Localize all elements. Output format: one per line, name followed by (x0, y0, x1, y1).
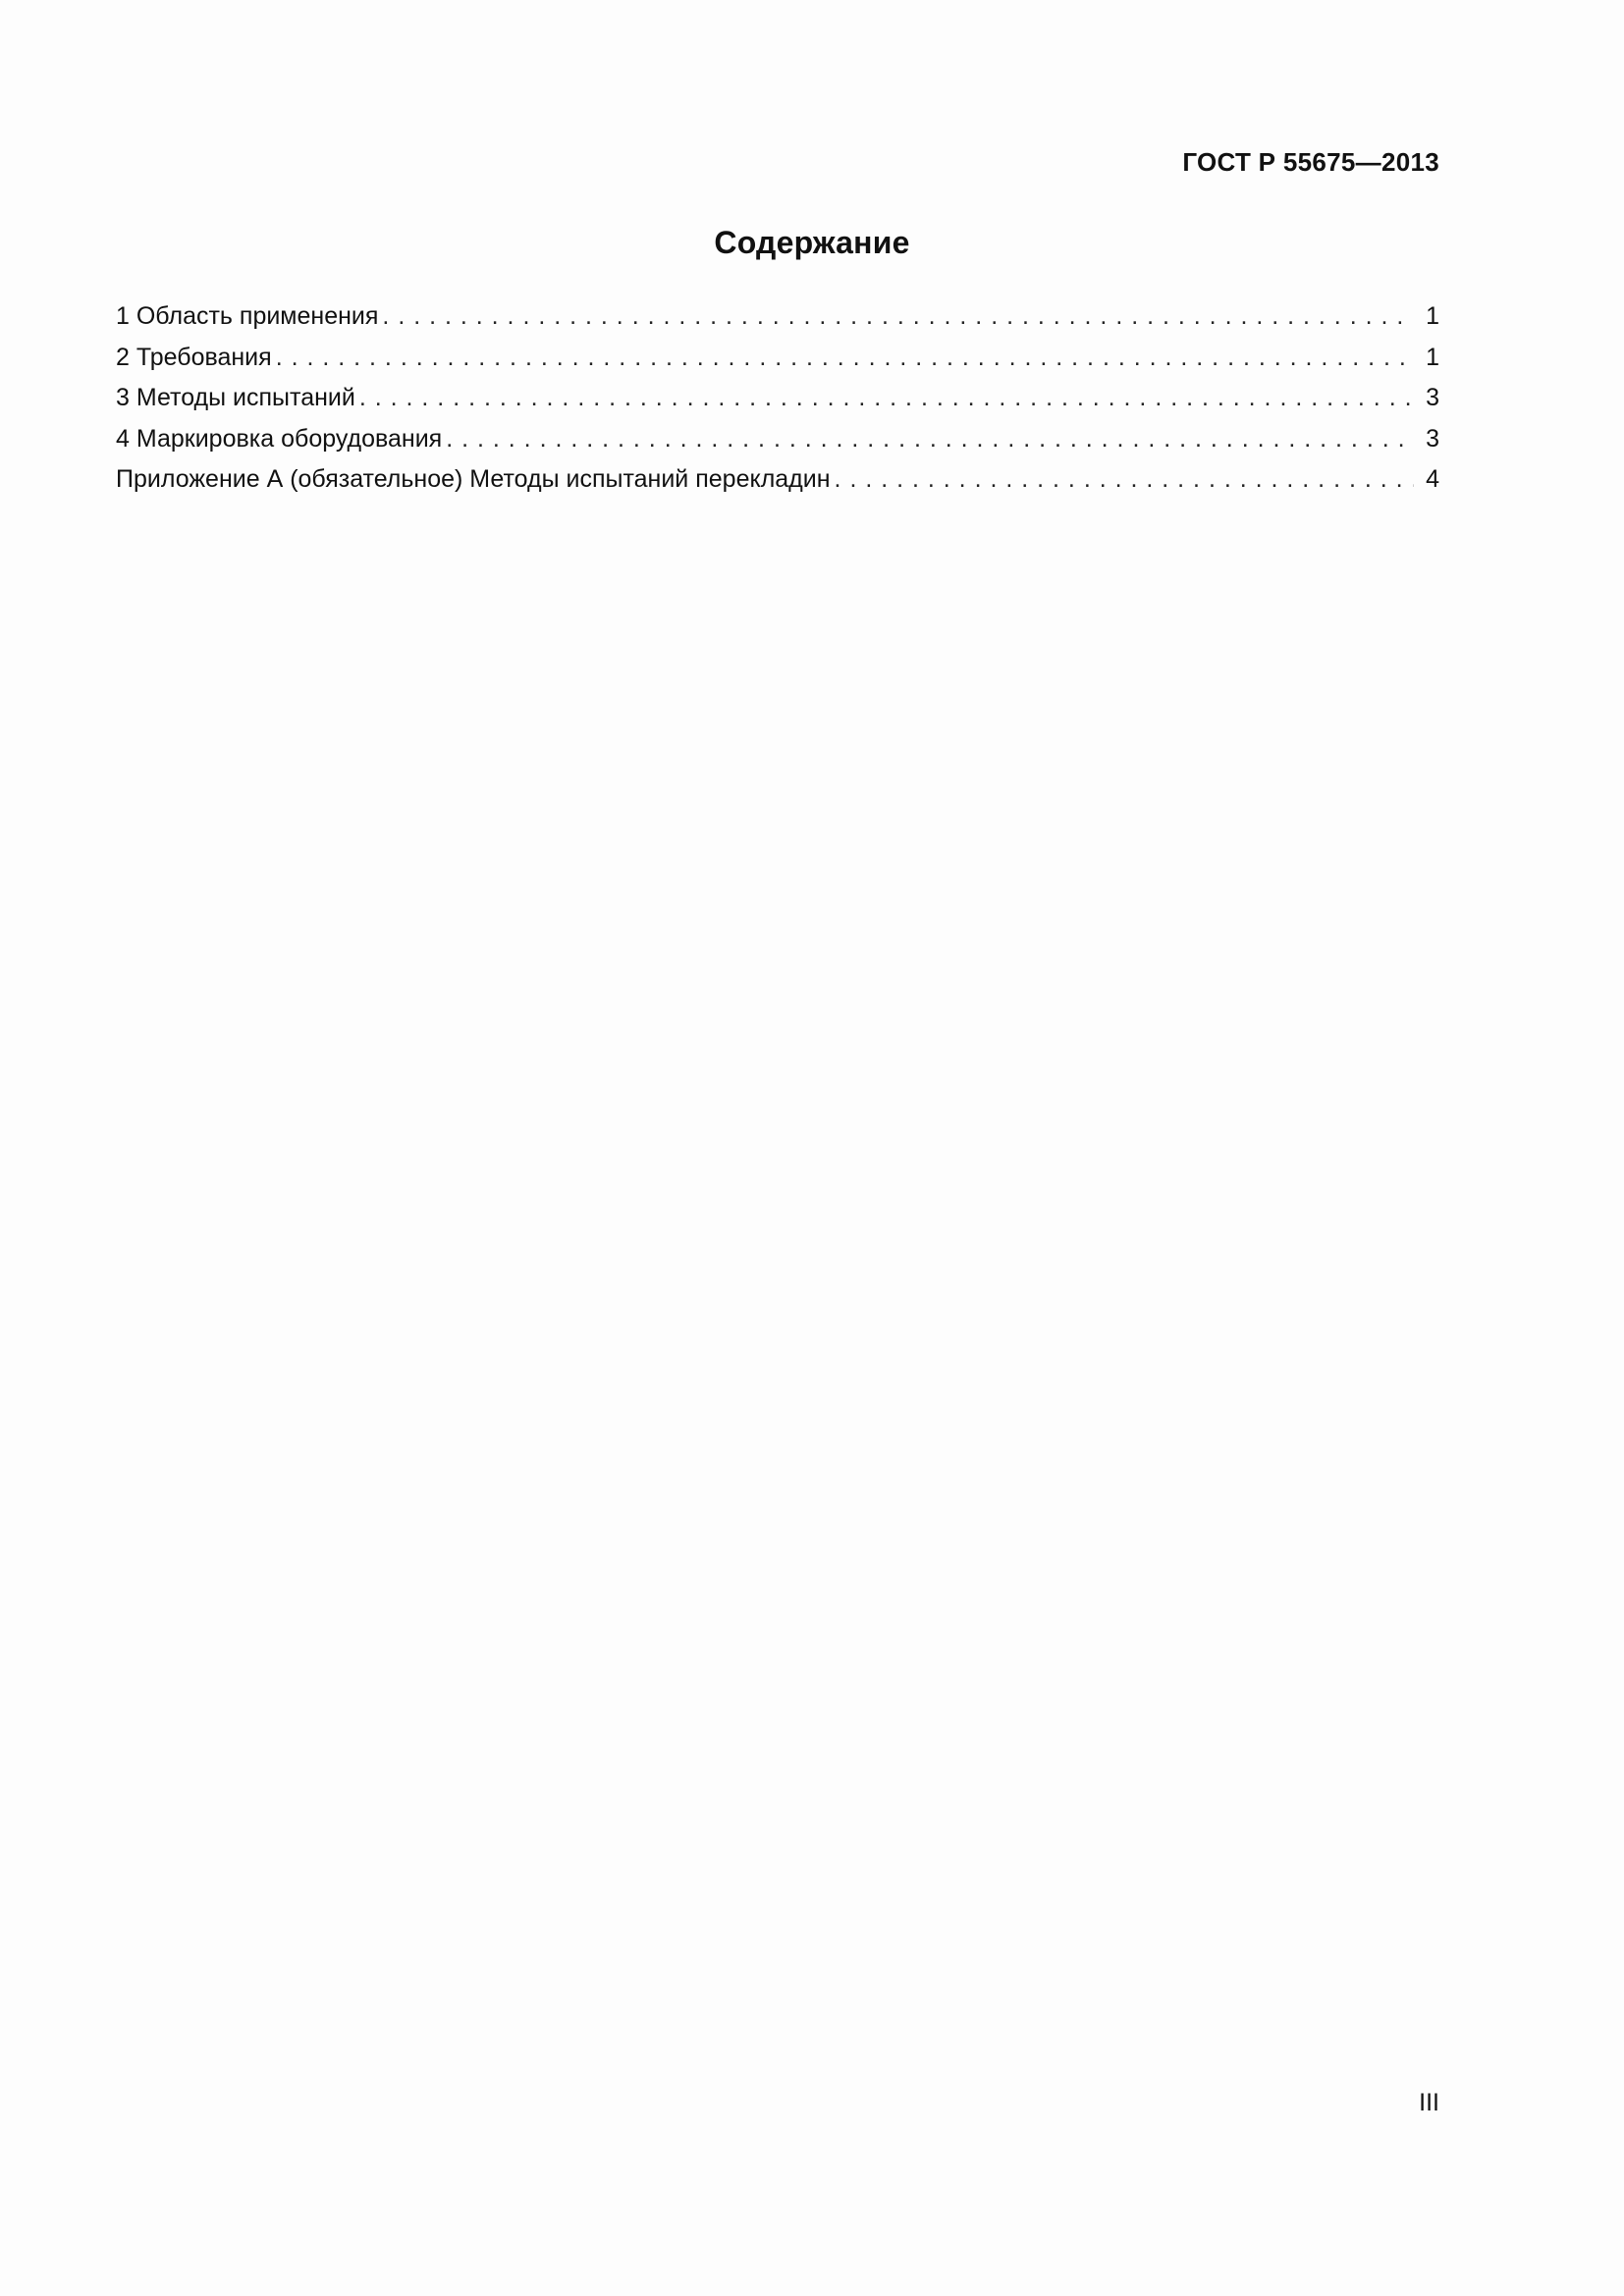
toc-entry-page: 3 (1426, 424, 1439, 453)
toc-dot-leader (835, 459, 1414, 501)
toc-entry[interactable] (116, 378, 1439, 419)
toc-entry[interactable] (116, 296, 1439, 338)
table-of-contents (116, 296, 1439, 501)
toc-entry-text: Приложение А (обязательное) Методы испытаний перекладин (116, 459, 835, 501)
document-standard-code: ГОСТ Р 55675—2013 (1182, 147, 1439, 177)
toc-entry-page: 1 (1426, 343, 1439, 371)
toc-dot-leader (446, 419, 1414, 460)
toc-entry[interactable] (116, 459, 1439, 501)
toc-entry-page: 1 (1426, 302, 1439, 330)
toc-entry-text: 3 Методы испытаний (116, 378, 359, 419)
toc-dot-leader (276, 338, 1414, 379)
page-number: III (1419, 2089, 1439, 2116)
toc-entry[interactable] (116, 338, 1439, 379)
toc-entry-text: 1 Область применения (116, 296, 382, 338)
toc-entry-page: 3 (1426, 384, 1439, 411)
toc-dot-leader (359, 378, 1414, 419)
toc-entry-text: 4 Маркировка оборудования (116, 419, 446, 460)
toc-title: Содержание (714, 225, 910, 260)
toc-dot-leader (382, 296, 1414, 338)
toc-entry-page: 4 (1426, 465, 1439, 493)
toc-entry[interactable] (116, 419, 1439, 460)
toc-entry-text: 2 Требования (116, 338, 276, 379)
